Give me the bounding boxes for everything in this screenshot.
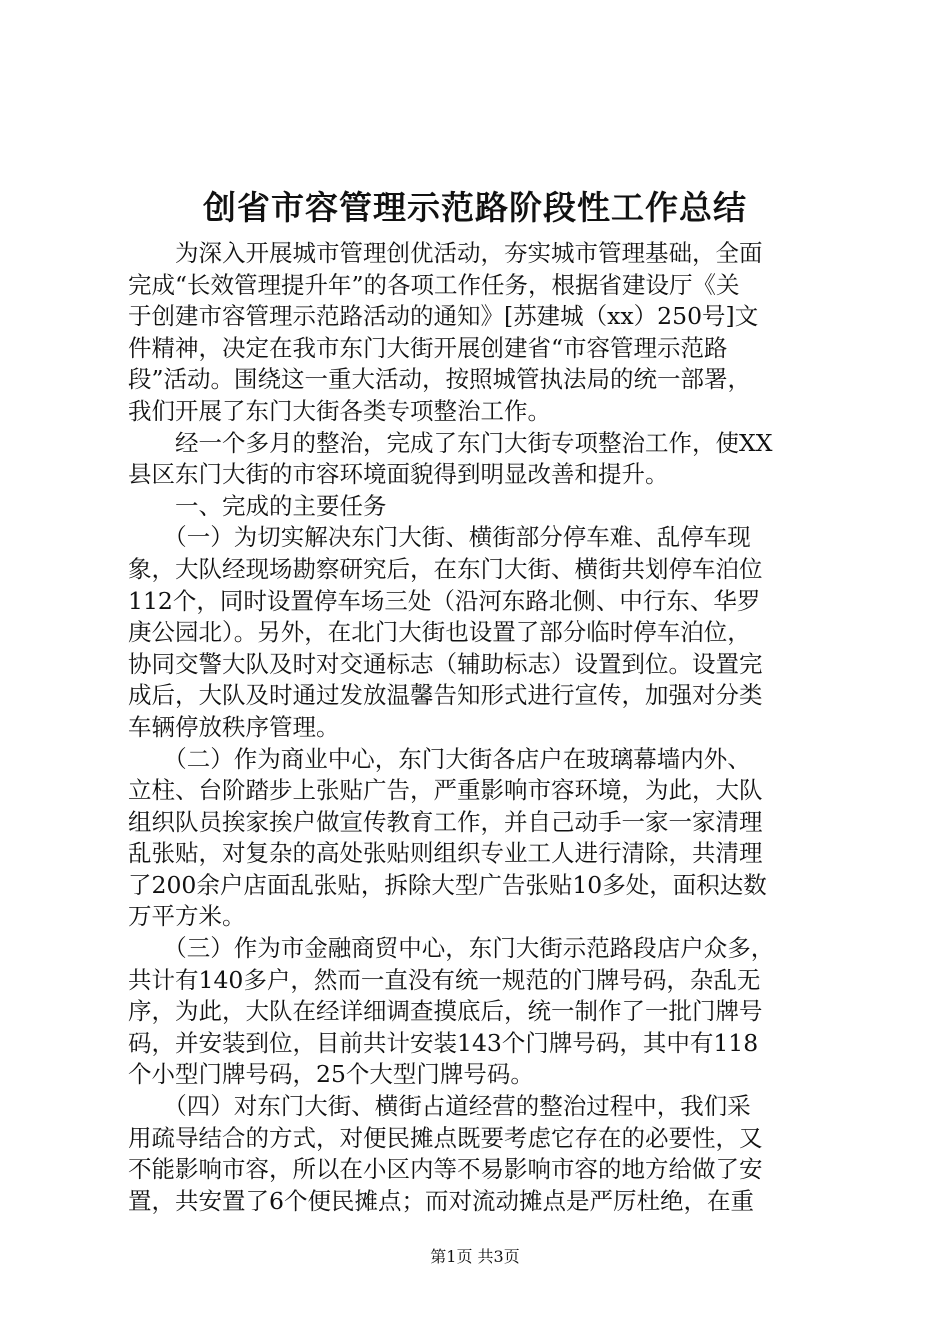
body-line: 完成“长效管理提升年”的各项工作任务，根据省建设厅《关 [128,270,740,299]
body-line: （三）作为市金融商贸中心，东门大街示范路段店户众多， [128,934,775,963]
body-line: 万平方米。 [128,902,246,931]
body-line: （一）为切实解决东门大街、横街部分停车难、乱停车现 [128,523,751,552]
body-line: 经一个多月的整治，完成了东门大街专项整治工作，使XX [128,428,773,457]
body-line: 码，并安装到位，目前共计安装143个门牌号码，其中有118 [128,1028,759,1057]
body-line: 立柱、台阶踏步上张贴广告，严重影响市容环境，为此，大队 [128,776,763,805]
body-line: 象，大队经现场勘察研究后，在东门大街、横街共划停车泊位 [128,554,763,583]
body-line: 一、完成的主要任务 [128,491,387,520]
body-line: 庚公园北）。另外，在北门大街也设置了部分临时停车泊位， [128,618,751,647]
body-line: 置，共安置了6个便民摊点；而对流动摊点是严厉杜绝，在重 [128,1186,754,1215]
body-line: 协同交警大队及时对交通标志（辅助标志）设置到位。设置完 [128,649,763,678]
body-line: 共计有140多户，然而一直没有统一规范的门牌号码，杂乱无 [128,965,761,994]
body-line: （二）作为商业中心，东门大街各店户在玻璃幕墙内外、 [128,744,751,773]
body-line: 组织队员挨家挨户做宣传教育工作，并自己动手一家一家清理 [128,807,763,836]
body-line: 了200余户店面乱张贴，拆除大型广告张贴10多处，面积达数 [128,870,767,899]
body-line: 不能影响市容，所以在小区内等不易影响市容的地方给做了安 [128,1155,763,1184]
body-line: 成后，大队及时通过发放温馨告知形式进行宣传，加强对分类 [128,681,763,710]
body-line: 件精神，决定在我市东门大街开展创建省“市容管理示范路 [128,333,728,362]
body-line: 车辆停放秩序管理。 [128,712,340,741]
body-line: 段”活动。围绕这一重大活动，按照城管执法局的统一部署， [128,365,752,394]
body-line: 于创建市容管理示范路活动的通知》[苏建城（xx）250号]文 [128,302,759,331]
body-line: 序，为此，大队在经详细调查摸底后，统一制作了一批门牌号 [128,997,763,1026]
body-line: 县区东门大街的市容环境面貌得到明显改善和提升。 [128,460,669,489]
body-line: 个小型门牌号码，25个大型门牌号码。 [128,1060,534,1089]
body-line: （四）对东门大街、横街占道经营的整治过程中，我们采 [128,1092,751,1121]
document-title: 创省市容管理示范路阶段性工作总结 [203,188,747,227]
body-line: 乱张贴，对复杂的高处张贴则组织专业工人进行清除，共清理 [128,839,763,868]
body-line: 用疏导结合的方式，对便民摊点既要考虑它存在的必要性，又 [128,1123,763,1152]
body-line: 为深入开展城市管理创优活动，夯实城市管理基础，全面 [128,239,763,267]
body-line: 我们开展了东门大街各类专项整治工作。 [128,396,551,425]
page-footer: 第1页 共3页 [430,1247,520,1266]
body-line: 112个，同时设置停车场三处（沿河东路北侧、中行东、华罗 [128,586,761,615]
document-body [128,238,832,1217]
